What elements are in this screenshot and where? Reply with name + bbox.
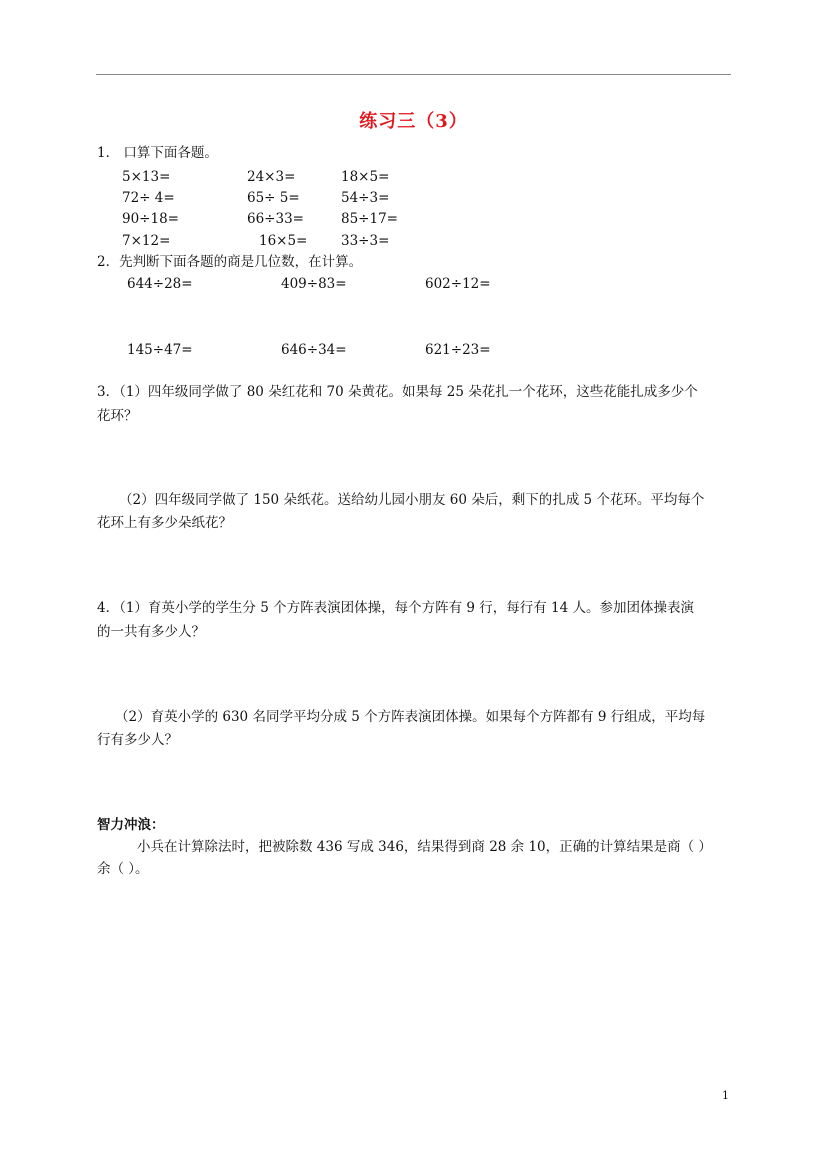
q2-item: 409÷83= xyxy=(281,276,347,292)
q3-part1-line2: 花环？ xyxy=(97,408,138,424)
header-rule xyxy=(96,74,731,75)
q1-item: 18×5= xyxy=(341,169,390,185)
q1-item: 85÷17= xyxy=(341,211,398,227)
q2-item: 646÷34= xyxy=(281,342,347,358)
challenge-heading: 智力冲浪： xyxy=(97,817,165,833)
q1-item: 16×5= xyxy=(259,233,308,249)
q4-part2-line1: （2）育英小学的 630 名同学平均分成 5 个方阵表演团体操。如果每个方阵都有 9 行组成，平均每 xyxy=(115,709,706,725)
challenge-line1: 小兵在计算除法时，把被除数 436 写成 346，结果得到商 28 余 10，正确的计算结果是商（ ） xyxy=(137,839,712,855)
q1-item: 72÷ 4= xyxy=(122,190,175,206)
q1-item: 66÷33= xyxy=(247,211,304,227)
q2-item: 145÷47= xyxy=(127,342,193,358)
q4-part1-line1: 4．（1）育英小学的学生分 5 个方阵表演团体操，每个方阵有 9 行，每行有 14 人。参加团体操表演 xyxy=(97,600,695,616)
q1-item: 24×3= xyxy=(247,169,296,185)
page-number: 1 xyxy=(722,1089,729,1102)
challenge-line2: 余（ ）。 xyxy=(97,861,149,877)
q1-item: 33÷3= xyxy=(341,233,390,249)
q1-item: 7×12= xyxy=(122,233,171,249)
q2-item: 644÷28= xyxy=(127,276,193,292)
q1-item: 65÷ 5= xyxy=(247,190,300,206)
page-title: 练习三（3） xyxy=(359,111,468,132)
q2-heading: 2．先判断下面各题的商是几位数，在计算。 xyxy=(97,254,363,270)
q1-item: 5×13= xyxy=(122,169,171,185)
q3-part2-line2: 花环上有多少朵纸花？ xyxy=(97,515,232,531)
q3-part1-line1: 3．（1）四年级同学做了 80 朵红花和 70 朵黄花。如果每 25 朵花扎一个花环，这些花能扎成多少个 xyxy=(97,384,698,400)
q4-part2-line2: 行有多少人？ xyxy=(97,732,178,748)
q1-heading: 1． 口算下面各题。 xyxy=(97,145,218,161)
q1-item: 54÷3= xyxy=(341,190,390,206)
q4-part1-line2: 的一共有多少人？ xyxy=(97,624,205,640)
q2-item: 602÷12= xyxy=(425,276,491,292)
q3-part2-line1: （2）四年级同学做了 150 朵纸花。送给幼儿园小朋友 60 朵后，剩下的扎成 5 个花环。平均每个 xyxy=(119,492,705,508)
q1-item: 90÷18= xyxy=(122,211,179,227)
q2-item: 621÷23= xyxy=(425,342,491,358)
